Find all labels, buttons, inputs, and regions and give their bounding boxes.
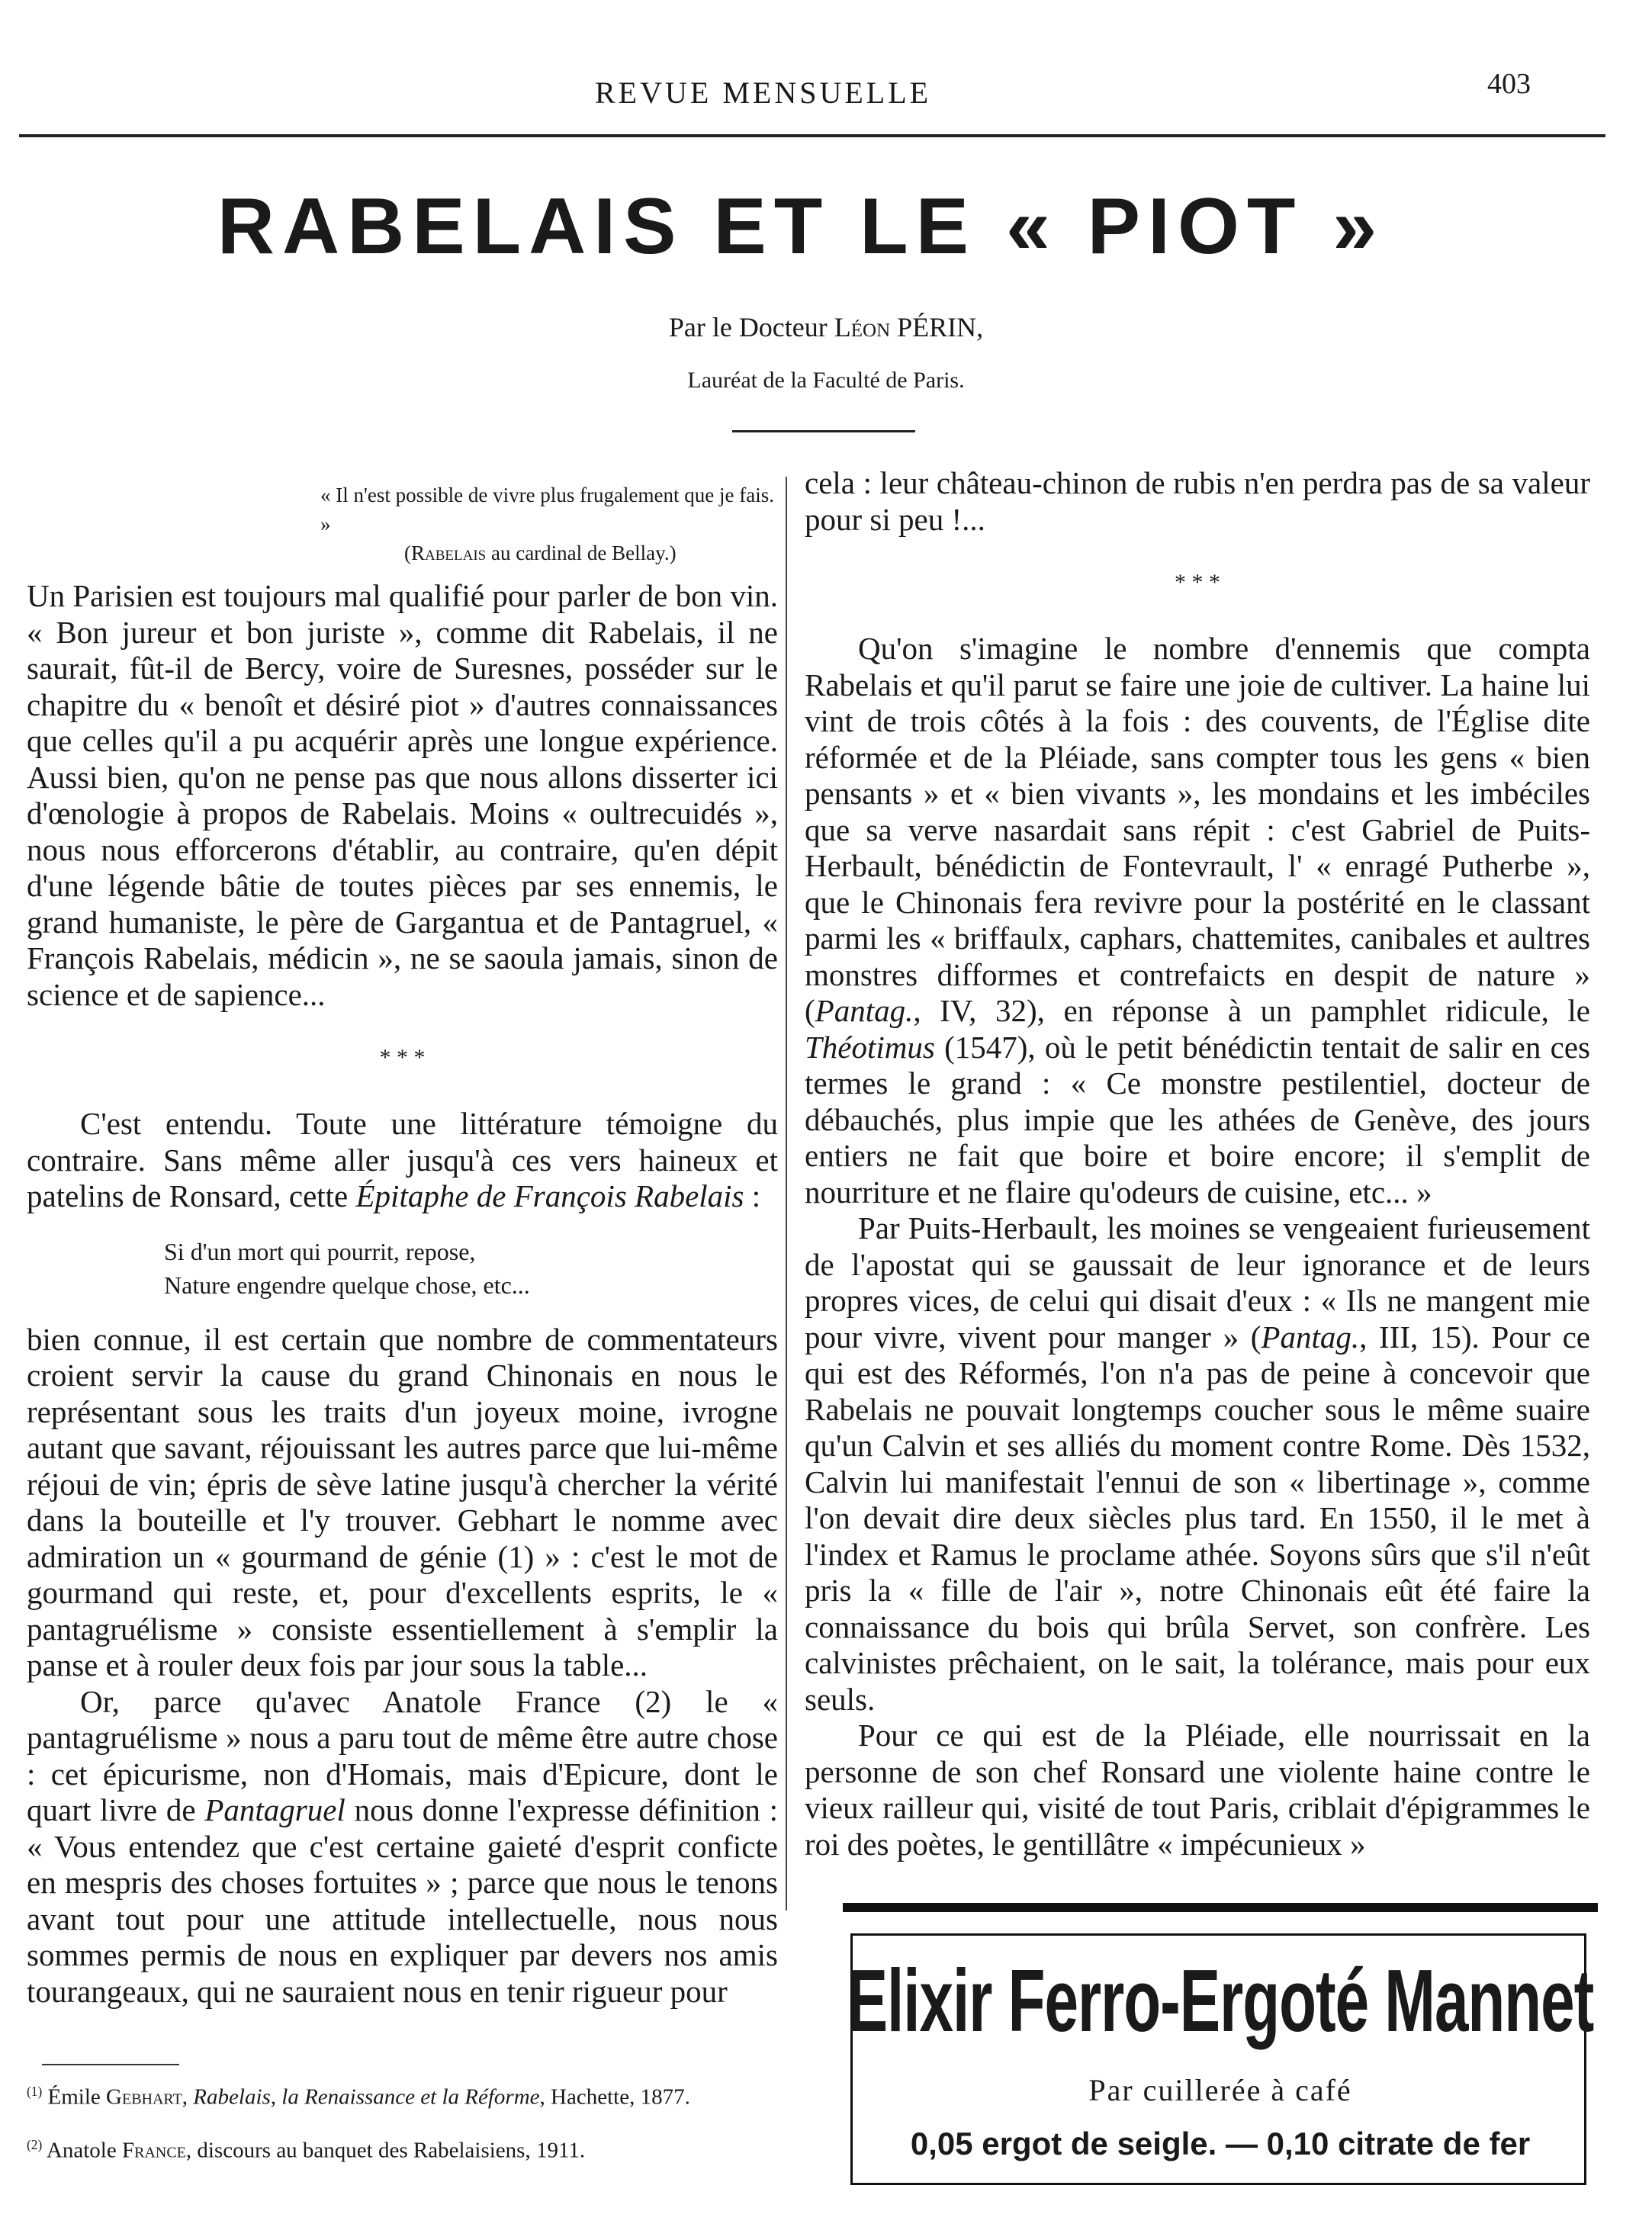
paragraph-3: bien connue, il est certain que nombre de commentateurs croient servir la cause du grand Chinonais en nous le représentant sous les traits d'un joyeux moine, ivrogne autant que savant, réjouissant les autres parce que lui-même réjoui de vin; épris de sève latine jusqu'à chercher la vérité dans la bouteille et l'y trouver. Gebhart le nomme avec admiration un « gourmand de génie (1) » : c'est le mot de gourmand qui reste, et, pour d'excellents esprits, le « pantagruélisme » consiste essentiellement à s'emplir la panse et à rouler deux fois par jour sous la table... [27,1321,778,1682]
footnote-1-text-c: , Hachette, 1877. [539,2084,690,2110]
running-title: REVUE MENSUELLE [595,76,932,110]
footnote-1-title: Rabelais, la Renaissance et la Réforme [193,2084,540,2110]
advertisement-composition: 0,05 ergot de seigle. — 0,10 citrate de fer [910,2126,1531,2161]
section-stars-right: * * * [1175,570,1220,595]
footnote-2-mark: (2) [27,2136,43,2152]
advertisement-title: Elixir Ferro-Ergoté Mannet [847,1951,1594,2050]
footnote-1-author: Gebhart [106,2084,182,2110]
pantag-ref-1: Pantag. [815,993,914,1028]
epigraph-attr-name: Rabelais [411,542,487,564]
paragraph-1: Un Parisien est toujours mal qualifié pour parler de bon vin. « Bon jureur et bon juriste », comme dit Rabelais, il ne saurait, fût-il de Bercy, voire de Suresnes, posséder sur le chapitre du « benoît et désiré piot » d'autres connaissances que celles qu'il a pu acquérir après une longue expérience. Aussi bien, qu'on ne pense pas que nous allons disserter ici d'œnologie à propos de Rabelais. Moins « oultrecuidés », nous nous efforcerons d'établir, au contraire, qu'en dépit d'une légende bâtie de toutes pièces par ses ennemis, le grand humaniste, le père de Gargantua et de Pantagruel, « François Rabelais, médicin », ne se saoula jamais, sinon de science et de sapience... [27,578,778,1012]
advertisement [843,1903,1598,2208]
verse-line-2: Nature engendre quelque chose, etc... [164,1271,530,1299]
paragraph-4-end: nous donne l'expresse définition : « Vous entendez que c'est certaine gaieté d'esprit conficte en mespris des choses fortuites » ; parce que nous le tenons avant tout pour une attitude intellectuelle, nous nous sommes permis de nous en expliquer par devers nos amis tourangeaux, qui ne sauraient nous en tenir rigueur pour [27,1792,778,2009]
page-number: 403 [1487,68,1531,100]
paragraph-6-c: (1547), où le petit bénédictin tentait de salir en ces termes le grand : « Ce monstre pestilentiel, docteur de débauchés, plus impie que les athées de Genève, des jours entiers ne fait que boire et boire encore; il s'emplit de nourriture et ne flaire qu'odeurs de cuisine, etc... » [805,1029,1590,1210]
article-title: RABELAIS ET LE « PIOT » [217,182,1385,271]
author-affiliation: Lauréat de la Faculté de Paris. [687,368,965,393]
verse-line-1: Si d'un mort qui pourrit, repose, [164,1237,476,1265]
paragraph-6-a: Qu'on s'imagine le nombre d'ennemis que compta Rabelais et qu'il parut se faire une joie de cultiver. La haine lui vint de trois côtés à la fois : des couvents, de l'Église dite réformée et de la Pléiade, sans compter tous les gens « bien pensants » et « bien vivants », les mondains et les imbéciles que sa verve nasardait sans répit : c'est Gabriel de Puits-Herbault, bénédictin de Fontevrault, l' « enragé Putherbe », que le Chinonais fera revivre pour la postérité en le classant parmi les « briffaulx, caphars, chattemites, canibales et aultres monstres difformes et contrefaicts en despit de nature » ( [805,631,1590,1028]
paragraph-8: Pour ce qui est de la Pléiade, elle nourrissait en la personne de son chef Ronsard une violente haine contre le vieux railleur qui, visité de tout Paris, criblait d'épigrammes le roi des poètes, le gentillâtre « impécunieux » [805,1718,1590,1862]
theotimus-title: Théotimus [805,1029,935,1065]
footnote-2-author: France [121,2138,186,2163]
paragraph-6 [805,631,1590,1210]
author-first-name: Léon [834,312,891,342]
footnote-1-text-b: , [182,2084,194,2110]
left-column [27,480,778,2010]
footnote-1 [27,2076,782,2113]
paragraph-4-start: Or, parce qu'avec Anatole France (2) le « pantagruélisme » nous a paru tout de même être autre chose : cet épicurisme, non d'Homais, mais d'Epicure, dont le quart livre de [27,1683,778,1827]
paragraph-4 [27,1684,778,2010]
footnote-2 [27,2129,782,2166]
paragraph-7-b: , III, 15). Pour ce qui est des Réformés, l'on n'a pas de peine à concevoir que Rabelais ne pouvait longtemps coucher sous le même suaire qu'un Calvin et ses alliés du moment contre Rome. Dès 1532, Calvin lui manifestait l'ennui de son « libertinage », comme l'on devait dire deux siècles plus tard. En 1550, il le met à l'index et Ramus le proclame athée. Soyons sûrs que s'il n'eût pris la « fille de l'air », notre Chinonais eût été faire la connaissance du bois qui brûla Servet, son confrère. Les calvinistes prêchaient, on le sait, la tolérance, mais pour eux seuls. [805,1319,1590,1717]
pantagruel-title: Pantagruel [204,1792,346,1827]
footnote-1-mark: (1) [27,2084,43,2099]
paragraph-5: cela : leur château-chinon de rubis n'en perdra pas de sa valeur pour si peu !... [805,465,1590,537]
epigraph [27,480,778,567]
verse-quote [27,1235,778,1302]
epigraph-text: « Il n'est possible de vivre plus frugalement que je fais. » [320,484,774,535]
section-stars-left: * * * [379,1045,426,1070]
paragraph-7-a: Par Puits-Herbault, les moines se vengeaient furieusement de l'apostat qui se gaussait de leur ignorance et de leurs propres vices, de celui qui disait d'eux : « Ils ne mangent mie pour vivre, vivent pour manger » ( [805,1210,1590,1355]
footnote-2-text-b: , discours au banquet des Rabelaisiens, 1911. [185,2138,586,2163]
author-last-name: PÉRIN, [890,312,984,342]
footnote-2-text-a: Anatole [42,2138,122,2163]
header-rule [19,134,1605,137]
paragraph-2 [27,1106,778,1215]
right-column [805,465,1590,1862]
epigraph-attr-open: ( [404,542,411,564]
footnotes [27,2076,782,2182]
epigraph-attr-rest: au cardinal de Bellay.) [486,542,677,564]
paragraph-7 [805,1210,1590,1718]
epitaph-title: Épitaphe de François Rabelais [355,1178,744,1213]
title-separator [732,430,915,432]
column-divider [786,477,787,1911]
epigraph-attribution [320,538,778,567]
advertisement-dosage: Par cuillerée à café [1088,2073,1352,2107]
paragraph-6-b: , IV, 32), en réponse à un pamphlet ridicule, le [913,993,1590,1028]
byline-prefix: Par le Docteur [668,312,834,342]
byline [0,311,1652,343]
paragraph-2-start: C'est entendu. Toute une littérature témoigne du contraire. Sans même aller jusqu'à ces vers haineux et patelins de Ronsard, cette [27,1106,778,1213]
pantag-ref-2: Pantag. [1261,1319,1360,1355]
footnote-rule [42,2064,179,2065]
paragraph-2-end: : [744,1178,761,1213]
footnote-1-text-a: Émile [42,2084,107,2110]
